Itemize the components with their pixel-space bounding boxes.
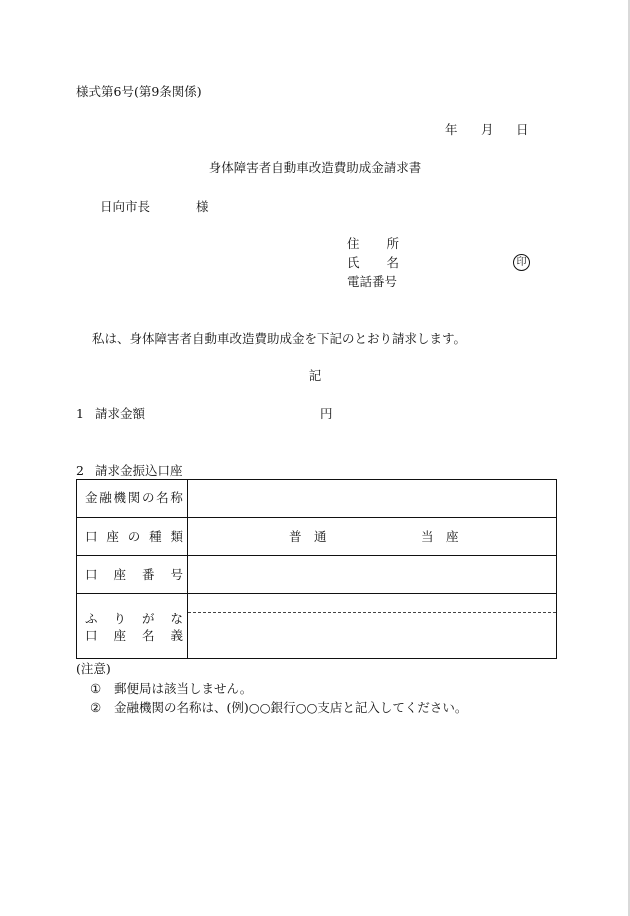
addressee: 日向市長	[100, 199, 151, 214]
applicant-name-label	[347, 255, 399, 271]
note-item	[90, 681, 252, 697]
label-char: 座	[113, 628, 126, 643]
label-char: の	[141, 490, 155, 505]
item2-number: 2	[76, 463, 84, 478]
label-char: 住	[347, 236, 360, 251]
label-char: 義	[170, 628, 183, 643]
label-char: 口	[85, 529, 98, 544]
note-text: 金融機関の名称は、(例)○○銀行○○支店と記入してください。	[114, 700, 468, 715]
account-type-current: 当 座	[421, 529, 459, 544]
applicant-phone-label: 電話番号	[347, 274, 398, 289]
note-item	[90, 700, 467, 716]
bank-account-table	[76, 479, 557, 659]
label-char: が	[141, 611, 155, 626]
label-char: ふ	[85, 611, 98, 626]
ki-heading: 記	[308, 368, 322, 383]
label-char: 種	[149, 529, 162, 544]
item2-label: 請求金振込口座	[95, 463, 183, 478]
label-char: 融	[99, 490, 112, 505]
label-char: 氏	[347, 255, 360, 270]
label-char: 座	[113, 567, 126, 582]
label-char: 座	[106, 529, 119, 544]
applicant-address-label	[347, 236, 399, 252]
label-char: の	[127, 529, 141, 544]
row-divider	[77, 555, 556, 556]
label-char: 名	[141, 628, 155, 643]
label-char: 機	[113, 490, 126, 505]
request-statement: 私は、身体障害者自動車改造費助成金を下記のとおり請求します。	[92, 331, 467, 346]
label-char: な	[170, 611, 183, 626]
note-text: 郵便局は該当しません。	[114, 681, 253, 696]
label-char: 口	[85, 567, 98, 582]
amount-unit: 円	[320, 406, 333, 421]
label-char: 類	[170, 529, 183, 544]
item1-number: 1	[76, 406, 84, 421]
note-mark: ②	[90, 700, 102, 715]
label-char: 号	[170, 567, 183, 582]
date-month-label: 月	[481, 122, 494, 137]
honorific: 様	[196, 199, 209, 214]
label-char: 名	[386, 255, 399, 270]
date-year-label: 年	[445, 122, 458, 137]
label-char: 口	[85, 628, 98, 643]
furigana-label	[85, 611, 183, 627]
note-mark: ①	[90, 681, 102, 696]
account-type-label	[85, 529, 183, 545]
bank-name-label	[85, 490, 183, 506]
row-divider	[77, 593, 556, 594]
notes-label: (注意)	[76, 661, 111, 676]
seal-mark: 印	[513, 254, 530, 271]
label-char: 所	[386, 236, 399, 251]
document-title: 身体障害者自動車改造費助成金請求書	[208, 160, 422, 175]
item1-label: 請求金額	[95, 406, 146, 421]
label-char: り	[113, 611, 126, 626]
date-day-label: 日	[516, 122, 529, 137]
label-char: 金	[85, 490, 98, 505]
row-divider	[77, 517, 556, 518]
label-char: 番	[141, 567, 155, 582]
furigana-divider	[188, 612, 556, 613]
label-char: 関	[127, 490, 141, 505]
form-number: 様式第6号(第9条関係)	[76, 84, 202, 99]
label-char: 称	[170, 490, 183, 505]
account-number-label	[85, 567, 183, 583]
account-holder-label	[85, 628, 183, 644]
account-type-ordinary: 普 通	[289, 529, 327, 544]
label-char: 名	[156, 490, 169, 505]
